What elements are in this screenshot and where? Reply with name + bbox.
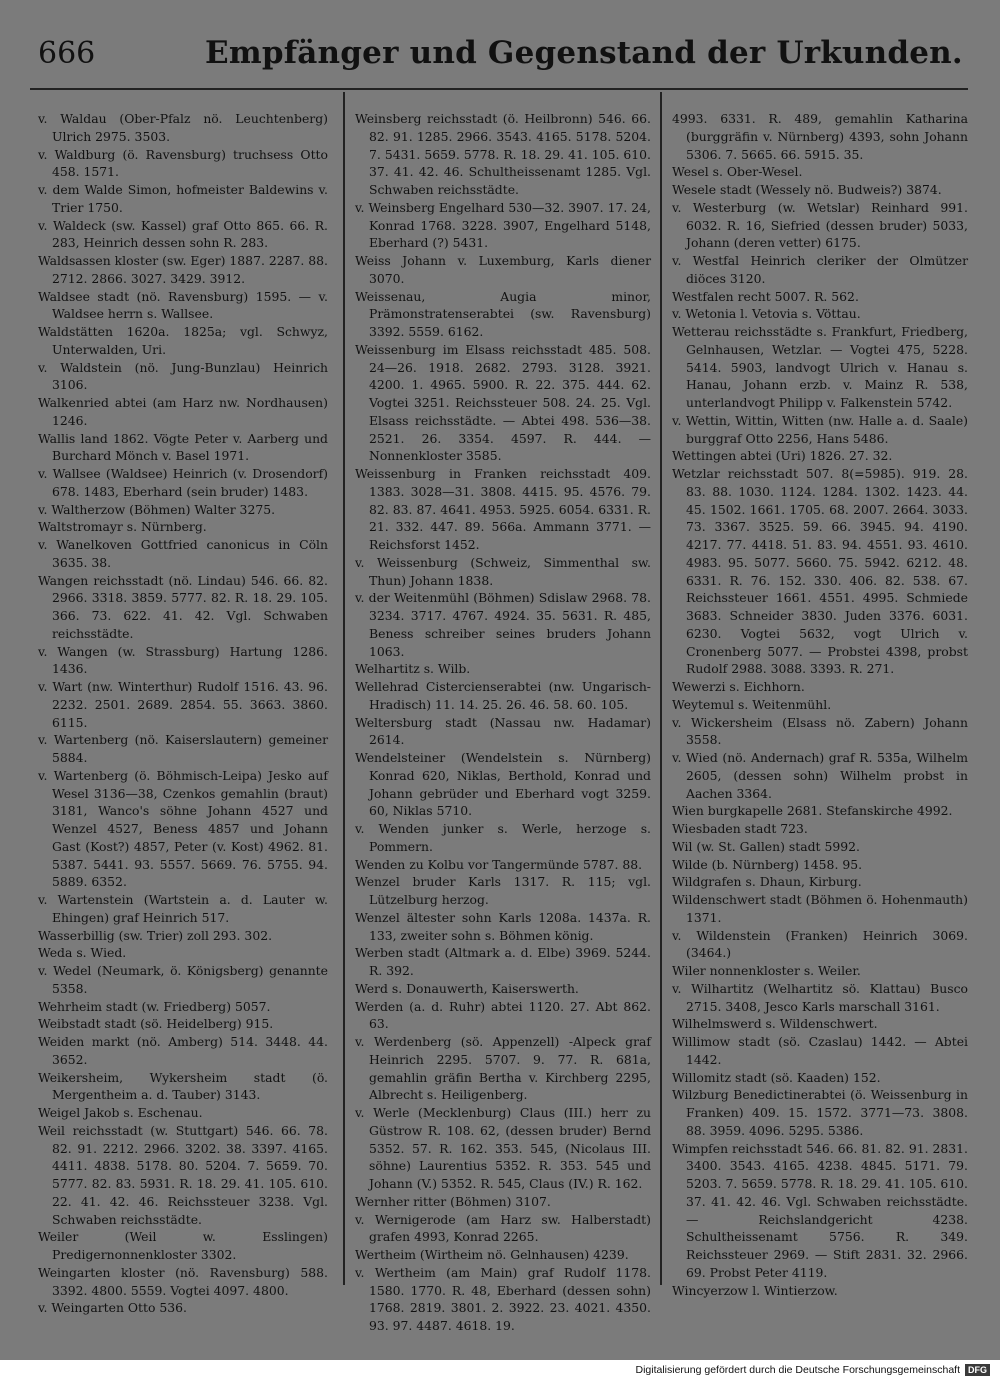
- index-entry: v. Wetonia l. Vetovia s. Vöttau.: [672, 306, 861, 322]
- index-entry: v. Wartenstein (Wartstein a. d. Lauter w. Ehingen) graf Heinrich 517.: [38, 892, 328, 925]
- index-entry: Weiler (Weil w. Esslingen) Predigernonnenkloster 3302.: [38, 1229, 328, 1262]
- index-entry: Wangen reichsstadt (nö. Lindau) 546. 66. 82. 2966. 3318. 3859. 5777. 82. R. 18. 29. 105. 366. 73. 622. 41. 42. Vgl. Schwaben reichsstädte.: [38, 572, 328, 641]
- index-entry: v. Westfal Heinrich cleriker der Olmützer diöces 3120.: [672, 253, 968, 286]
- index-entry: Wesel s. Ober-Wesel.: [672, 164, 803, 180]
- index-entry: Wertheim (Wirtheim nö. Gelnhausen) 4239.: [355, 1247, 629, 1262]
- index-entry: Wildgrafen s. Dhaun, Kirburg.: [672, 874, 862, 890]
- index-entry: Willimow stadt (sö. Czaslau) 1442. — Abtei 1442.: [672, 1034, 968, 1067]
- index-entry: Weibstadt stadt (sö. Heidelberg) 915.: [38, 1016, 274, 1032]
- index-entry: v. Wartenberg (ö. Böhmisch-Leipa) Jesko auf Wesel 3136—38, Czenkos gemahlin (braut) 3181, Wanco's söhne Johann 4527 und Wenzel 4527, Beness 4857 und Johann Gast (Kost?) 4857, Peter (v. Kost) 4962. 81. 5387. 5441. 93. 5557. 5669. 76. 5755. 94. 5889. 6352.: [38, 767, 328, 890]
- index-entry: Waldsassen kloster (sw. Eger) 1887. 2287. 88. 2712. 2866. 3027. 3429. 3912.: [38, 253, 328, 286]
- index-entry: Wewerzi s. Eichhorn.: [672, 679, 805, 694]
- index-entry: v. der Weitenmühl (Böhmen) Sdislaw 2968. 78. 3234. 3717. 4767. 4924. 35. 5631. R. 485, Beness schreiber seines bruders Johann 1063.: [355, 590, 651, 659]
- index-entry: Wetzlar reichsstadt 507. 8(=5985). 919. 28. 83. 88. 1030. 1124. 1284. 1302. 1423. 44. 45. 1502. 1661. 1705. 68. 2007. 2664. 3033. 73. 3367. 3525. 59. 66. 3945. 94. 4190. 4217. 77. 4418. 51. 83. 94. 4551. 93. 4610. 4983. 95. 5077. 5660. 75. 5942. 6212. 48. 6331. R. 76. 152. 330. 406. 82. 538. 67. Reichssteuer 1661. 4551. 4995. Schmiede 3683. Schneider 3830. Juden 3376. 6031. 6230. Vogtei 5632, vogt Ulrich v. Cronenberg 5077. — Probstei 4398, probst Rudolf 2988. 3088. 3393. R. 271.: [672, 466, 968, 677]
- index-entry: Werden (a. d. Ruhr) abtei 1120. 27. Abt 862. 63.: [355, 998, 651, 1032]
- column-divider-1: [343, 92, 345, 1285]
- index-entry: Waltstromayr s. Nürnberg.: [38, 519, 207, 535]
- index-entry: Wasserbillig (sw. Trier) zoll 293. 302.: [38, 927, 273, 943]
- index-entry: Wildenschwert stadt (Böhmen ö. Hohenmauth) 1371.: [672, 892, 968, 925]
- index-entry: Wiler nonnenkloster s. Weiler.: [672, 963, 861, 978]
- index-column-2: [355, 110, 651, 1335]
- index-column-1: [38, 110, 328, 1317]
- footer-credit: [635, 1364, 990, 1376]
- index-entry: Weil reichsstadt (w. Stuttgart) 546. 66. 78. 82. 91. 2212. 2966. 3202. 38. 3397. 4165. 4411. 4838. 5178. 80. 5204. 7. 5659. 70. 5777. 82. 83. 5931. R. 18. 29. 41. 105. 610. 22. 41. 42. 46. Reichssteuer 3238. Vgl. Schwaben reichsstädte.: [38, 1122, 328, 1227]
- index-entry: Wien burgkapelle 2681. Stefanskirche 4992.: [672, 803, 953, 819]
- index-entry: Weigel Jakob s. Eschenau.: [38, 1105, 203, 1120]
- index-entry: Werben stadt (Altmark a. d. Elbe) 3969. 5244. R. 392.: [355, 945, 651, 978]
- index-entry: v. Waldau (Ober-Pfalz nö. Leuchtenberg) Ulrich 2975. 3503.: [38, 111, 328, 144]
- index-entry: Wilzburg Benedictinerabtei (ö. Weissenburg in Franken) 409. 15. 1572. 3771—73. 3808. 88. 3959. 4096. 5295. 5386.: [672, 1087, 968, 1138]
- index-entry: Wettingen abtei (Uri) 1826. 27. 32.: [672, 448, 893, 464]
- index-entry: v. Weingarten Otto 536.: [38, 1300, 187, 1316]
- index-entry: v. Wilhartitz (Welhartitz sö. Klattau) Busco 2715. 3408, Jesco Karls marschall 3161.: [672, 980, 968, 1014]
- index-entry: Westfalen recht 5007. R. 562.: [672, 288, 859, 304]
- index-entry: Waldstätten 1620a. 1825a; vgl. Schwyz, Unterwalden, Uri.: [38, 324, 328, 357]
- index-entry: v. Waldstein (nö. Jung-Bunzlau) Heinrich 3106.: [38, 359, 328, 393]
- index-entry: v. Wanelkoven Gottfried canonicus in Cöln 3635. 38.: [38, 537, 328, 570]
- index-entry: Wenzel ältester sohn Karls 1208a. 1437a. R. 133, zweiter sohn s. Böhmen könig.: [355, 909, 651, 943]
- index-entry: Wenzel bruder Karls 1317. R. 115; vgl. Lützelburg herzog.: [355, 874, 651, 907]
- index-entry: v. Wied (nö. Andernach) graf R. 535a, Wilhelm 2605, (dessen sohn) Wilhelm probst in Aachen 3364.: [672, 750, 968, 801]
- index-entry: v. Wedel (Neumark, ö. Königsberg) genannte 5358.: [38, 963, 328, 996]
- index-column-3: [672, 110, 968, 1299]
- index-entry: v. Wenden junker s. Werle, herzoge s. Pommern.: [355, 821, 651, 854]
- index-entry: v. Westerburg (w. Wetslar) Reinhard 991. 6032. R. 16, Siefried (dessen bruder) 5033, Johann (deren vetter) 6175.: [672, 199, 968, 251]
- index-entry: Wiesbaden stadt 723.: [672, 821, 808, 836]
- index-entry: Weikersheim, Wykersheim stadt (ö. Mergentheim a. d. Tauber) 3143.: [38, 1069, 328, 1103]
- page-title: Empfänger und Gegenstand der Urkunden.: [205, 35, 963, 71]
- index-entry: Weissenburg in Franken reichsstadt 409. 1383. 3028—31. 3808. 4415. 95. 4576. 79. 82. 83. 87. 4641. 4953. 5925. 6054. 6331. R. 21. 332. 447. 89. 566a. Ammann 3771. — Reichsforst 1452.: [355, 466, 651, 552]
- index-entry: v. Wettin, Wittin, Witten (nw. Halle a. d. Saale) burggraf Otto 2256, Hans 5486.: [672, 412, 968, 446]
- index-entry: v. Wickersheim (Elsass nö. Zabern) Johann 3558.: [672, 714, 968, 748]
- index-entry: Werd s. Donauwerth, Kaiserswerth.: [355, 980, 579, 996]
- index-entry: Wilde (b. Nürnberg) 1458. 95.: [672, 856, 863, 872]
- index-entry: v. Wernigerode (am Harz sw. Halberstadt) grafen 4993, Konrad 2265.: [355, 1211, 651, 1245]
- index-entry: Wernher ritter (Böhmen) 3107.: [355, 1193, 551, 1209]
- index-entry: Wendelsteiner (Wendelstein s. Nürnberg) Konrad 620, Niklas, Berthold, Konrad und Johann gebrüder und Eberhard vogt 3259. 60, Niklas 5710.: [355, 750, 651, 819]
- index-entry: Waldsee stadt (nö. Ravensburg) 1595. — v. Waldsee herrn s. Wallsee.: [38, 288, 328, 322]
- index-entry: Weissenau, Augia minor, Prämonstratenserabtei (sw. Ravensburg) 3392. 5559. 6162.: [355, 288, 651, 339]
- index-entry: Weissenburg im Elsass reichsstadt 485. 508. 24—26. 1918. 2682. 2793. 3128. 3921. 4200. 1. 4965. 5900. R. 22. 375. 444. 62. Vogtei 3251. Reichssteuer 508. 24. 25. Vgl. Elsass reichsstädte. — Abtei 498. 536—38. 2521. 26. 3354. 4597. R. 444. — Nonnenkloster 3585.: [355, 341, 651, 464]
- index-entry: Weinsberg reichsstadt (ö. Heilbronn) 546. 66. 82. 91. 1285. 2966. 3543. 4165. 5178. 5204. 7. 5431. 5659. 5778. R. 18. 29. 41. 105. 610. 37. 41. 42. 46. Schultheissenamt 1285. Vgl. Schwaben reichsstädte.: [355, 111, 651, 197]
- index-entry: v. Weissenburg (Schweiz, Simmenthal sw. Thun) Johann 1838.: [355, 554, 651, 588]
- index-entry: Welhartitz s. Wilb.: [355, 661, 471, 677]
- index-entry: v. Wertheim (am Main) graf Rudolf 1178. 1580. 1770. R. 48, Eberhard (dessen sohn) 1768. 2819. 3801. 2. 3922. 23. 4021. 4350. 93. 97. 4487. 4618. 19.: [355, 1264, 651, 1333]
- index-entry: v. Wildenstein (Franken) Heinrich 3069. (3464.): [672, 927, 968, 961]
- header-rule: [30, 88, 968, 90]
- index-entry: 4993. 6331. R. 489, gemahlin Katharina (burggräfin v. Nürnberg) 4393, sohn Johann 5306. 7. 5665. 66. 5915. 35.: [672, 111, 968, 162]
- index-entry: v. Werdenberg (sö. Appenzell) -Alpeck graf Heinrich 2295. 5707. 9. 77. R. 681a, gemahlin gräfin Bertha v. Kirchberg 2295, Albrecht s. Heiligenberg.: [355, 1034, 651, 1103]
- index-entry: v. dem Walde Simon, hofmeister Baldewins v. Trier 1750.: [38, 182, 328, 215]
- index-entry: Weytemul s. Weitenmühl.: [672, 696, 832, 712]
- index-entry: Wilhelmswerd s. Wildenschwert.: [672, 1016, 878, 1032]
- index-entry: Wallis land 1862. Vögte Peter v. Aarberg und Burchard Mönch v. Basel 1971.: [38, 430, 328, 464]
- index-entry: v. Werle (Mecklenburg) Claus (III.) herr zu Güstrow R. 108. 62, (dessen bruder) Bernd 5352. 57. R. 162. 353. 545, (Nicolaus III. söhne) Laurentius 5352. R. 353. 545 und Johann (V.) 5352. R. 545, Claus (IV.) R. 162.: [355, 1105, 651, 1191]
- index-entry: v. Wallsee (Waldsee) Heinrich (v. Drosendorf) 678. 1483, Eberhard (sein bruder) 1483.: [38, 466, 328, 499]
- index-entry: v. Waldburg (ö. Ravensburg) truchsess Otto 458. 1571.: [38, 146, 328, 180]
- column-divider-2: [660, 92, 662, 1285]
- index-entry: v. Weinsberg Engelhard 530—32. 3907. 17. 24, Konrad 1768. 3228. 3907, Engelhard 5148, Eberhard (?) 5431.: [355, 199, 651, 251]
- index-entry: Wimpfen reichsstadt 546. 66. 81. 82. 91. 2831. 3400. 3543. 4165. 4238. 4845. 5171. 79. 5203. 7. 5659. 5778. R. 18. 29. 41. 105. 610. 37. 41. 42. 46. Vgl. Schwaben reichsstädte. — Reichslandgericht 4238. Schultheissenamt 5756. R. 349. Reichssteuer 2969. — Stift 2831. 32. 2966. 69. Probst Peter 4119.: [672, 1140, 968, 1280]
- index-entry: Wil (w. St. Gallen) stadt 5992.: [672, 838, 860, 854]
- index-entry: Wenden zu Kolbu vor Tangermünde 5787. 88.: [355, 856, 643, 872]
- index-entry: Weiss Johann v. Luxemburg, Karls diener 3070.: [355, 253, 651, 286]
- footer-text: Digitalisierung gefördert durch die Deutsche Forschungsgemeinschaft: [635, 1364, 960, 1376]
- index-entry: Weda s. Wied.: [38, 945, 127, 961]
- index-entry: Wellehrad Cistercienserabtei (nw. Ungarisch-Hradisch) 11. 14. 25. 26. 46. 58. 60. 105.: [355, 679, 651, 712]
- index-entry: Wehrheim stadt (w. Friedberg) 5057.: [38, 998, 271, 1014]
- index-entry: Willomitz stadt (sö. Kaaden) 152.: [672, 1069, 881, 1085]
- index-entry: v. Wart (nw. Winterthur) Rudolf 1516. 43. 96. 2232. 2501. 2689. 2854. 55. 3663. 3860. 6115.: [38, 679, 328, 730]
- index-entry: v. Wartenberg (nö. Kaiserslautern) gemeiner 5884.: [38, 732, 328, 765]
- index-entry: Wincyerzow l. Wintierzow.: [672, 1282, 838, 1298]
- index-entry: Weltersburg stadt (Nassau nw. Hadamar) 2614.: [355, 714, 651, 748]
- dfg-logo: DFG: [965, 1364, 990, 1376]
- page-number: 666: [38, 36, 96, 71]
- index-entry: Weingarten kloster (nö. Ravensburg) 588. 3392. 4800. 5559. Vogtei 4097. 4800.: [38, 1264, 328, 1298]
- index-entry: v. Wangen (w. Strassburg) Hartung 1286. 1436.: [38, 643, 328, 677]
- index-entry: Walkenried abtei (am Harz nw. Nordhausen) 1246.: [38, 395, 328, 428]
- index-entry: Wetterau reichsstädte s. Frankfurt, Friedberg, Gelnhausen, Wetzlar. — Vogtei 475, 5228. 5414. 5903, landvogt Ulrich v. Hanau s. Hanau, Johann erzb. v. Mainz R. 538, unterlandvogt Philipp v. Falkenstein 5742.: [672, 324, 968, 410]
- index-entry: v. Waldeck (sw. Kassel) graf Otto 865. 66. R. 283, Heinrich dessen sohn R. 283.: [38, 217, 328, 251]
- index-entry: Weiden markt (nö. Amberg) 514. 3448. 44. 3652.: [38, 1034, 328, 1067]
- index-entry: Wesele stadt (Wessely nö. Budweis?) 3874.: [672, 182, 942, 197]
- index-entry: v. Waltherzow (Böhmen) Walter 3275.: [38, 501, 276, 517]
